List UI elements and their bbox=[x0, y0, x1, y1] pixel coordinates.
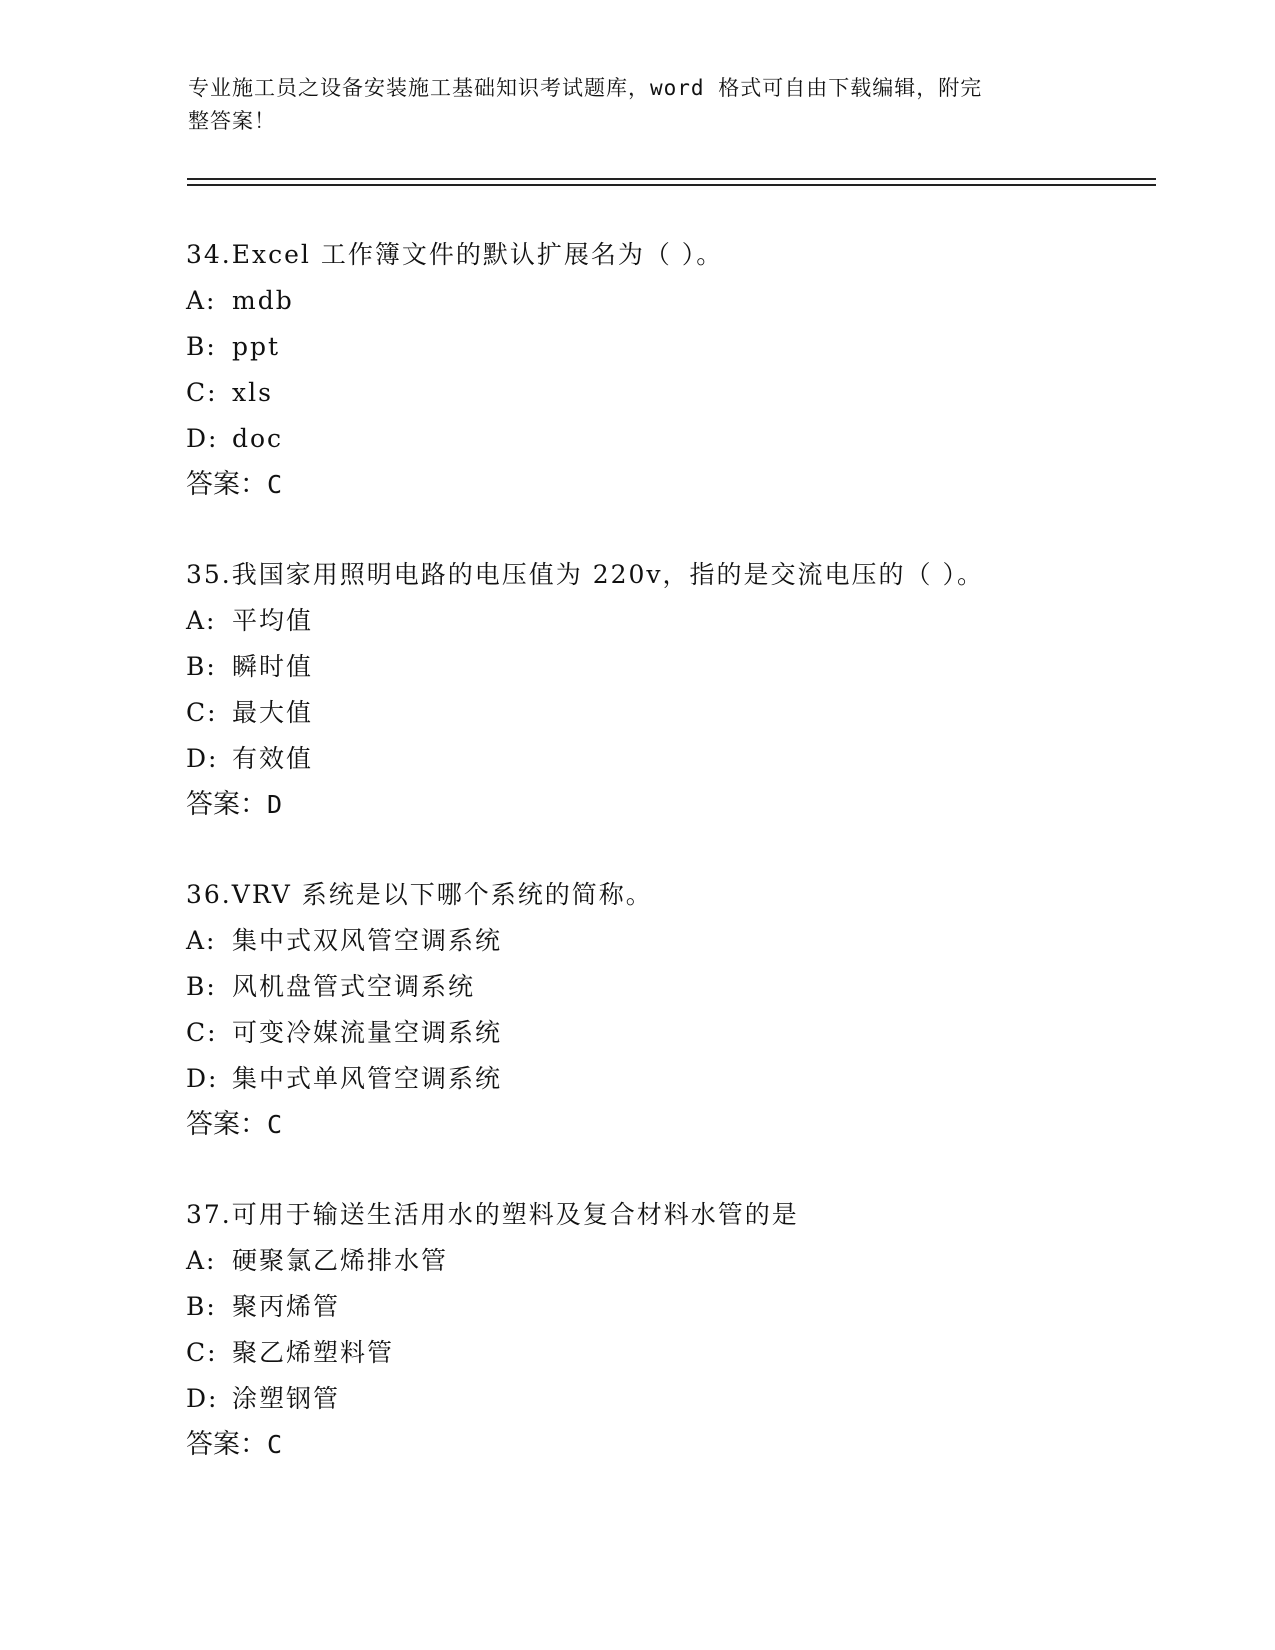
option-text: 瞬时值 bbox=[232, 652, 314, 681]
option-text: 聚乙烯塑料管 bbox=[232, 1338, 395, 1367]
answer bbox=[186, 1422, 1146, 1468]
option-a bbox=[186, 278, 1146, 324]
option-text: 聚丙烯管 bbox=[232, 1292, 341, 1321]
question-stem: 36.VRV 系统是以下哪个系统的简称。 bbox=[186, 880, 653, 909]
question-37 bbox=[186, 1192, 1146, 1512]
option-letter: B: bbox=[186, 652, 217, 681]
header-divider-top bbox=[187, 178, 1156, 180]
option-a bbox=[186, 1238, 1146, 1284]
answer-value: C bbox=[267, 1110, 283, 1139]
option-letter: D: bbox=[186, 424, 219, 453]
answer-label: 答案： bbox=[186, 1109, 267, 1140]
option-b bbox=[186, 964, 1146, 1010]
answer-value: C bbox=[267, 1430, 283, 1459]
option-b bbox=[186, 644, 1146, 690]
answer-value: D bbox=[267, 790, 283, 819]
option-text: 有效值 bbox=[232, 744, 314, 773]
option-text: ppt bbox=[232, 332, 281, 361]
option-text: 涂塑钢管 bbox=[232, 1384, 341, 1413]
option-d bbox=[186, 416, 1146, 462]
question-stem: 34.Excel 工作簿文件的默认扩展名为（ ）。 bbox=[186, 240, 724, 269]
question-stem: 37.可用于输送生活用水的塑料及复合材料水管的是 bbox=[186, 1200, 799, 1229]
option-letter: C: bbox=[186, 1338, 218, 1367]
option-letter: B: bbox=[186, 972, 217, 1001]
option-letter: D: bbox=[186, 744, 219, 773]
question-34 bbox=[186, 232, 1146, 552]
option-c bbox=[186, 1330, 1146, 1376]
option-b bbox=[186, 1284, 1146, 1330]
option-text: xls bbox=[232, 378, 273, 407]
option-text: 最大值 bbox=[232, 698, 314, 727]
header-line-1: 专业施工员之设备安装施工基础知识考试题库，word 格式可自由下载编辑，附完 bbox=[188, 76, 983, 100]
answer bbox=[186, 1102, 1146, 1148]
option-c bbox=[186, 690, 1146, 736]
option-letter: C: bbox=[186, 378, 218, 407]
answer-label: 答案： bbox=[186, 469, 267, 500]
answer-label: 答案： bbox=[186, 789, 267, 820]
option-letter: A: bbox=[186, 606, 217, 635]
answer bbox=[186, 462, 1146, 508]
answer bbox=[186, 782, 1146, 828]
option-text: 集中式单风管空调系统 bbox=[232, 1064, 503, 1093]
header-line-2: 整答案！ bbox=[188, 109, 276, 133]
option-letter: A: bbox=[186, 926, 217, 955]
header-divider-bottom bbox=[187, 184, 1156, 186]
option-text: 可变冷媒流量空调系统 bbox=[232, 1018, 503, 1047]
option-d bbox=[186, 736, 1146, 782]
option-text: 平均值 bbox=[232, 606, 314, 635]
option-text: 风机盘管式空调系统 bbox=[232, 972, 476, 1001]
option-a bbox=[186, 598, 1146, 644]
option-letter: D: bbox=[186, 1064, 219, 1093]
question-36 bbox=[186, 872, 1146, 1192]
document-header bbox=[188, 72, 1088, 138]
question-35 bbox=[186, 552, 1146, 872]
option-a bbox=[186, 918, 1146, 964]
option-letter: B: bbox=[186, 332, 217, 361]
option-text: 集中式双风管空调系统 bbox=[232, 926, 503, 955]
option-b bbox=[186, 324, 1146, 370]
question-list bbox=[186, 232, 1146, 1512]
answer-value: C bbox=[267, 470, 283, 499]
option-letter: A: bbox=[186, 286, 217, 315]
option-text: 硬聚氯乙烯排水管 bbox=[232, 1246, 449, 1275]
option-d bbox=[186, 1376, 1146, 1422]
option-d bbox=[186, 1056, 1146, 1102]
option-c bbox=[186, 370, 1146, 416]
option-letter: A: bbox=[186, 1246, 217, 1275]
option-c bbox=[186, 1010, 1146, 1056]
option-letter: D: bbox=[186, 1384, 219, 1413]
option-text: doc bbox=[232, 424, 284, 453]
option-letter: C: bbox=[186, 698, 218, 727]
option-letter: C: bbox=[186, 1018, 218, 1047]
answer-label: 答案： bbox=[186, 1429, 267, 1460]
question-stem: 35.我国家用照明电路的电压值为 220v，指的是交流电压的（ ）。 bbox=[186, 560, 984, 589]
option-letter: B: bbox=[186, 1292, 217, 1321]
option-text: mdb bbox=[232, 286, 294, 315]
